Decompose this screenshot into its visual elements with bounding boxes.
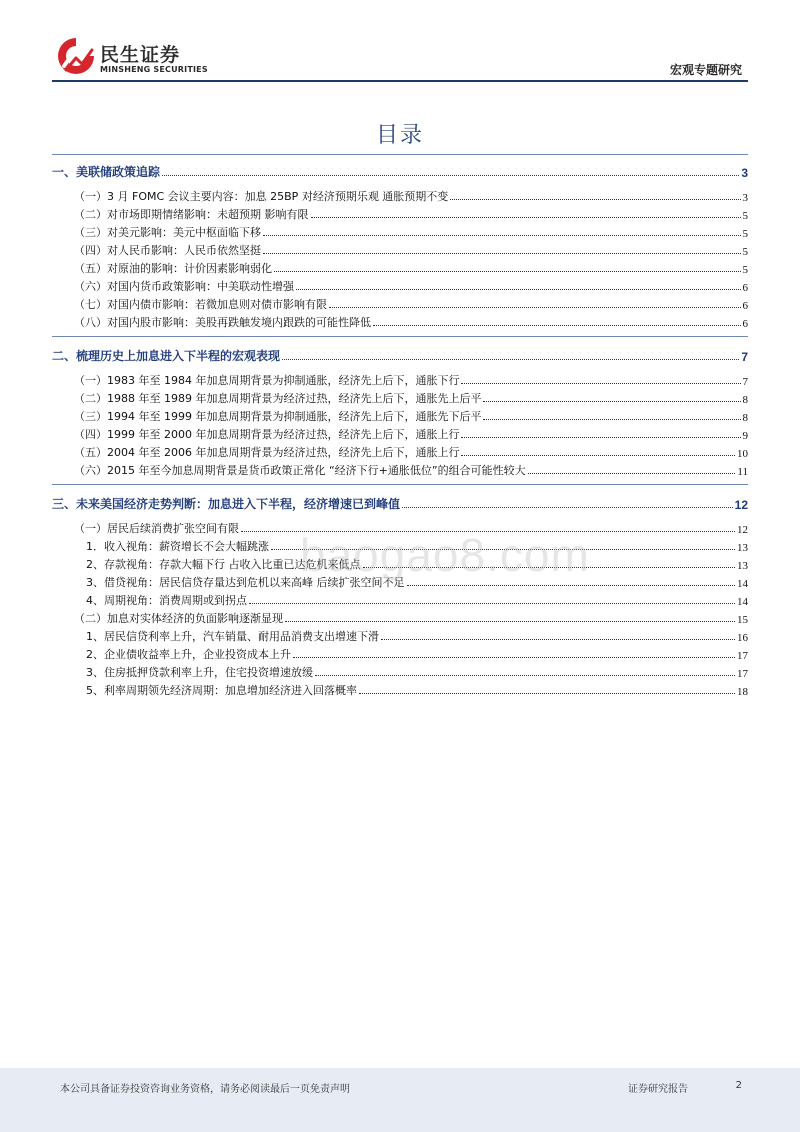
- toc-entry[interactable]: [52, 644, 748, 662]
- toc-dot-leader: [461, 437, 740, 438]
- section-divider: [52, 154, 748, 155]
- toc-entry[interactable]: [52, 662, 748, 680]
- toc-page-number: 15: [737, 614, 748, 626]
- toc-page-number: 6: [742, 318, 748, 330]
- toc-dot-leader: [373, 325, 741, 326]
- toc-dot-leader: [311, 217, 741, 218]
- toc-entry-title: （八）对国内股市影响：美股再跌触发境内跟跌的可能性降低: [74, 316, 371, 329]
- toc-page-number: 13: [737, 542, 748, 554]
- toc-entry[interactable]: [52, 626, 748, 644]
- toc-section-entry[interactable]: [52, 158, 748, 180]
- toc-page-number: 7: [742, 376, 748, 388]
- toc-entry[interactable]: [52, 276, 748, 294]
- toc-entry-title: （一）3 月 FOMC 会议主要内容：加息 25BP 对经济预期乐观 通胀预期不变: [74, 190, 449, 203]
- section-divider: [52, 484, 748, 485]
- toc-page-number: 18: [737, 686, 748, 698]
- toc-entry[interactable]: [52, 258, 748, 276]
- toc-page-number: 5: [742, 228, 748, 240]
- toc-dot-leader: [282, 359, 739, 360]
- toc-page-number: 9: [742, 430, 748, 442]
- toc-entry-title: （三）1994 年至 1999 年加息周期背景为抑制通胀，经济先上后下，通胀先下后平: [74, 410, 482, 423]
- toc-page-number: 12: [737, 524, 748, 536]
- toc-dot-leader: [483, 401, 740, 402]
- toc-page-number: 8: [742, 394, 748, 406]
- toc-entry-title: （一）居民后续消费扩张空间有限: [74, 522, 239, 535]
- watermark: baogao8.com: [300, 529, 590, 581]
- toc-dot-leader: [461, 455, 735, 456]
- toc-entry[interactable]: [52, 680, 748, 698]
- toc-dot-leader: [528, 473, 736, 474]
- toc-page-number: 12: [734, 498, 748, 512]
- toc-section-entry[interactable]: [52, 490, 748, 512]
- toc-entry[interactable]: [52, 424, 748, 442]
- toc-page-number: 6: [742, 300, 748, 312]
- toc-page-number: 17: [737, 650, 748, 662]
- toc-entry-title: 3、借贷视角：居民信贷存量达到危机以来高峰 后续扩张空间不足: [86, 576, 405, 589]
- toc-page-number: 6: [742, 282, 748, 294]
- toc-entry-title: 5、利率周期领先经济周期：加息增加经济进入回落概率: [86, 684, 357, 697]
- toc-entry[interactable]: [52, 608, 748, 626]
- toc-entry[interactable]: [52, 222, 748, 240]
- toc-dot-leader: [461, 383, 740, 384]
- toc-page-number: 11: [737, 466, 748, 478]
- toc-dot-leader: [263, 253, 741, 254]
- toc-dot-leader: [274, 271, 741, 272]
- toc-dot-leader: [296, 289, 741, 290]
- toc-entry[interactable]: [52, 312, 748, 330]
- minsheng-logo-icon: [56, 36, 96, 76]
- toc-dot-leader: [249, 603, 735, 604]
- toc-page-number: 5: [742, 264, 748, 276]
- toc-page-number: 3: [741, 166, 748, 180]
- toc-entry-title: 三、未来美国经济走势判断：加息进入下半程，经济增速已到峰值: [52, 497, 401, 511]
- toc-entry-title: （五）对原油的影响：计价因素影响弱化: [74, 262, 272, 275]
- toc-entry-title: （六）对国内货币政策影响：中美联动性增强: [74, 280, 294, 293]
- toc-dot-leader: [483, 419, 740, 420]
- toc-entry-title: （四）1999 年至 2000 年加息周期背景为经济过热，经济先上后下，通胀上行: [74, 428, 460, 441]
- toc-entry-title: （六）2015 年至今加息周期背景是货币政策正常化 “经济下行+通胀低位”的组合可能性较大: [74, 464, 526, 477]
- footer-label: 证券研究报告: [628, 1084, 688, 1095]
- toc-entry[interactable]: [52, 388, 748, 406]
- toc-dot-leader: [263, 235, 741, 236]
- toc-entry[interactable]: [52, 406, 748, 424]
- toc-entry-title: 1．收入视角：薪资增长不会大幅跳涨: [86, 540, 269, 553]
- toc-dot-leader: [402, 507, 733, 508]
- toc-entry-title: （四）对人民币影响：人民币依然坚挺: [74, 244, 261, 257]
- toc-entry-title: （五）2004 年至 2006 年加息周期背景为经济过热，经济先上后下，通胀上行: [74, 446, 460, 459]
- page-number: 2: [735, 1080, 742, 1091]
- page-title: 目录: [375, 123, 424, 148]
- toc-entry-title: 4、周期视角：消费周期或到拐点: [86, 594, 247, 607]
- toc-page-number: 14: [737, 596, 748, 608]
- toc-entry[interactable]: [52, 294, 748, 312]
- logo-chinese-name: 民生证券: [100, 44, 181, 66]
- report-type: 宏观专题研究: [669, 63, 742, 77]
- toc-dot-leader: [162, 175, 739, 176]
- toc-page-number: 10: [737, 448, 748, 460]
- toc-dot-leader: [293, 657, 735, 658]
- toc-entry-title: （二）加息对实体经济的负面影响逐渐显现: [74, 612, 283, 625]
- toc-dot-leader: [381, 639, 735, 640]
- toc-entry[interactable]: [52, 590, 748, 608]
- toc-section-entry[interactable]: [52, 342, 748, 364]
- toc-page-number: 5: [742, 246, 748, 258]
- toc-entry-title: （二）对市场即期情绪影响：未超预期 影响有限: [74, 208, 309, 221]
- toc-entry-title: 3、住房抵押贷款利率上升，住宅投资增速放缓: [86, 666, 313, 679]
- toc-page-number: 16: [737, 632, 748, 644]
- toc-entry-title: 一、美联储政策追踪: [52, 165, 161, 179]
- toc-page-number: 8: [742, 412, 748, 424]
- page-footer: [0, 1068, 800, 1132]
- toc-dot-leader: [315, 675, 735, 676]
- logo-english-name: MINSHENG SECURITIES: [100, 65, 208, 74]
- toc-entry-title: 2、存款视角：存款大幅下行 占收入比重已达危机来低点: [86, 558, 361, 571]
- toc-entry[interactable]: [52, 204, 748, 222]
- page-header: [0, 0, 800, 80]
- section-divider: [52, 336, 748, 337]
- toc-page-number: 17: [737, 668, 748, 680]
- toc-page-number: 14: [737, 578, 748, 590]
- toc-entry[interactable]: [52, 240, 748, 258]
- toc-entry[interactable]: [52, 370, 748, 388]
- toc-entry[interactable]: [52, 442, 748, 460]
- header-divider: [52, 80, 748, 82]
- footer-disclaimer: 本公司具备证券投资咨询业务资格，请务必阅读最后一页免责声明: [60, 1084, 350, 1095]
- toc-entry-title: 二、梳理历史上加息进入下半程的宏观表现: [52, 349, 281, 363]
- toc-entry-title: （二）1988 年至 1989 年加息周期背景为经济过热，经济先上后下，通胀先上后平: [74, 392, 482, 405]
- toc-entry[interactable]: [52, 460, 748, 478]
- table-of-contents: [52, 150, 748, 698]
- toc-dot-leader: [359, 693, 735, 694]
- toc-entry-title: （一）1983 年至 1984 年加息周期背景为抑制通胀，经济先上后下，通胀下行: [74, 374, 460, 387]
- toc-page-number: 7: [741, 350, 748, 364]
- toc-page-number: 13: [737, 560, 748, 572]
- toc-dot-leader: [285, 621, 735, 622]
- toc-entry-title: （三）对美元影响：美元中枢面临下移: [74, 226, 261, 239]
- company-logo: [56, 36, 206, 76]
- toc-dot-leader: [329, 307, 741, 308]
- toc-dot-leader: [407, 585, 736, 586]
- toc-page-number: 3: [742, 192, 748, 204]
- toc-entry[interactable]: [52, 186, 748, 204]
- toc-entry-title: 1、居民信贷利率上升，汽车销量、耐用品消费支出增速下滑: [86, 630, 379, 643]
- toc-dot-leader: [450, 199, 740, 200]
- toc-entry-title: 2、企业债收益率上升，企业投资成本上升: [86, 648, 291, 661]
- toc-entry-title: （七）对国内债市影响：若微加息则对债市影响有限: [74, 298, 327, 311]
- toc-page-number: 5: [742, 210, 748, 222]
